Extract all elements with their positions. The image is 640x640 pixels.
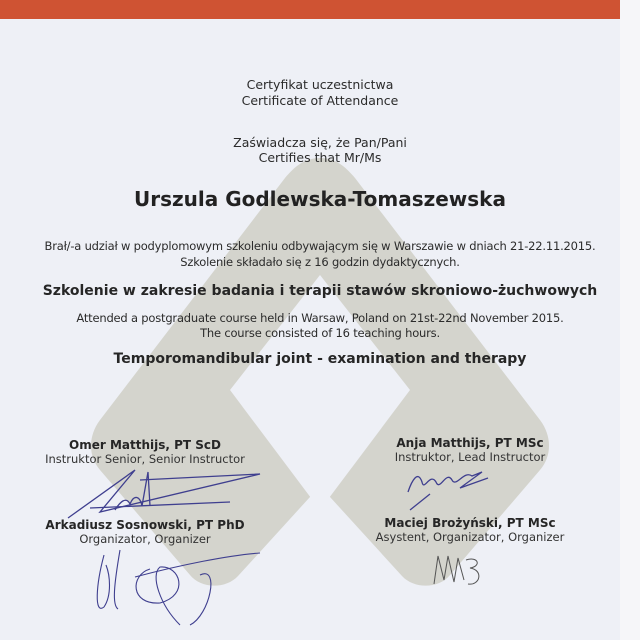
course-title-pl: Szkolenie w zakresie badania i terapii stawów skroniowo-żuchwowych	[42, 283, 598, 299]
signatory-name: Omer Matthijs, PT ScD	[69, 438, 221, 452]
title-en: Certificate of Attendance	[241, 93, 399, 108]
signatory-name: Arkadiusz Sosnowski, PT PhD	[45, 518, 245, 532]
signatory-role: Asystent, Organizator, Organizer	[375, 530, 565, 544]
signatory-name: Maciej Brożyński, PT MSc	[384, 516, 556, 530]
certifies-en: Certifies that Mr/Ms	[258, 150, 382, 165]
title-pl: Certyfikat uczestnictwa	[246, 77, 394, 92]
signatory-4	[355, 516, 585, 544]
course-title-en: Temporomandibular joint - examination and therapy	[113, 351, 527, 367]
signatory-role: Instruktor Senior, Senior Instructor	[45, 452, 245, 466]
signature-anja-matthijs	[400, 462, 500, 512]
body-en-line2: The course consisted of 16 teaching hours.	[200, 326, 440, 340]
body-pl-line1: Brał/-a udział w podyplomowym szkoleniu odbywającym się w Warszawie w dniach 21-22.11.2015.	[44, 239, 596, 253]
body-pl-line2: Szkolenie składało się z 16 godzin dydaktycznych.	[180, 255, 460, 269]
signatory-role: Instruktor, Lead Instructor	[394, 450, 546, 464]
body-en-line1: Attended a postgraduate course held in Warsaw, Poland on 21st-22nd November 2015.	[76, 311, 564, 325]
signature-arkadiusz-sosnowski	[90, 545, 270, 630]
signatory-3	[40, 518, 250, 546]
certifies-pl: Zaświadcza się, że Pan/Pani	[233, 135, 407, 150]
signature-maciej-brozynski	[430, 550, 490, 590]
signatory-role: Organizator, Organizer	[79, 532, 211, 546]
signature-omer-matthijs	[60, 462, 270, 522]
signatory-name: Anja Matthijs, PT MSc	[396, 436, 544, 450]
recipient-name: Urszula Godlewska-Tomaszewska	[134, 187, 506, 211]
signatory-2	[365, 436, 575, 464]
